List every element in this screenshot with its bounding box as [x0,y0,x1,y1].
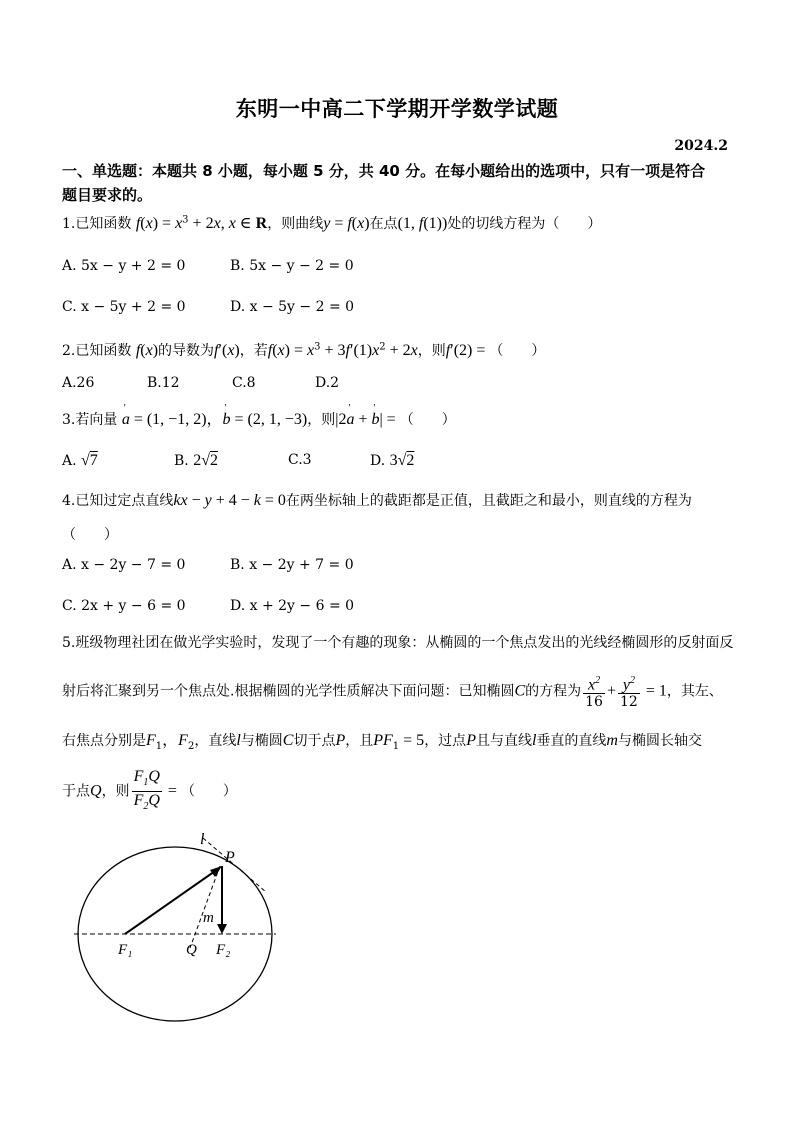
label-f1: F₁ [118,942,133,958]
q3-prefix: 3.若向量 [62,412,118,428]
q2-suffix: （ ） [489,343,546,359]
q3-option-b: B. 2√2 [174,452,218,469]
q4-option-a: A. x − 2y − 7 = 0 [62,557,186,573]
ellipse-figure [70,830,280,1030]
q4-option-d: D. x + 2y − 6 = 0 [230,598,355,614]
q1-mid1: ，则曲线 [267,216,324,232]
q4-suffix: 在两坐标轴上的截距都是正值，且截距之和最小，则直线的方程为 [285,493,692,509]
q2-option-a: A.26 [62,375,95,391]
q1-option-d: D. x − 5y − 2 = 0 [230,299,355,315]
q4-option-c: C. 2x + y − 6 = 0 [62,598,186,614]
label-l: l [200,831,205,848]
exam-date: 2024.2 [674,138,728,154]
q3-suffix: （ ） [399,412,456,428]
q2-option-b: B.12 [147,375,180,391]
question-3: 3.若向量 ' a = (1, −1, 2)，' b = (2, 1, −3)，则|2' a + ' b| = （ ） [62,406,456,429]
q1-option-b: B. 5x − y − 2 = 0 [230,258,354,274]
label-m: m [203,910,214,926]
q2-prefix: 2.已知函数 [62,343,132,359]
q2-option-d: D.2 [315,375,340,391]
q2-mid2: ，若 [239,343,268,359]
label-q: Q [186,942,197,958]
q1-suffix: 处的切线方程为（ ） [447,216,602,232]
section-heading-line2: 题目要求的。 [62,186,153,204]
arrowhead-f2 [217,924,227,934]
q5-line4: 于点Q，则 $\frac{F_1Q}{F_2Q}$ = （ ） [62,768,237,813]
question-2: 2.已知函数 f(x)的导数为f′(x)，若$f(x) = x^3 + 3f'(1)x^2 + 2x$，则f′(2) = （ ） [62,341,546,359]
arrowhead-p [210,866,222,877]
section-heading-line1: 一、单选题：本题共 8 小题，每小题 5 分，共 40 分。在每小题给出的选项中，只有一项是符合 [62,162,706,180]
question-4: 4.已知过定点直线kx − y + 4 − k = 0在两坐标轴上的截距都是正值，且截距之和最小，则直线的方程为 [62,492,692,509]
q3-option-a: A. √7 [62,452,98,469]
q5-line1: 5.班级物理社团在做光学实验时，发现了一个有趣的现象：从椭圆的一个焦点发出的光线经椭圆形的反射面反 [62,635,734,651]
label-p: P [225,849,235,866]
q1-option-a: A. 5x − y + 2 = 0 [62,258,186,274]
q4-prefix: 4.已知过定点直线 [62,493,174,509]
q2-option-c: C.8 [232,375,256,391]
q5-line2: 射后将汇聚到另一个焦点处.根据椭圆的光学性质解决下面问题：已知椭圆C的方程为 $\frac{x^2}{16}$ + $\frac{y^2}{12}$ = 1，其左、 [62,672,723,711]
page-title: 东明一中高二下学期开学数学试题 [235,97,559,121]
q3-mid1: ，则 [307,412,336,428]
q1-mid2: 在点 [369,216,398,232]
q3-option-d: D. 3√2 [370,452,415,469]
question-1: 1.已知函数 $f(x) = x^3 + 2x$, x ∈ R，则曲线y = f(x)在点(1, f(1))处的切线方程为（ ） [62,214,602,232]
q2-mid3: ，则 [417,343,446,359]
q5-line3: 右焦点分别是$F_1$，$F_2$，直线l与椭圆C切于点P，且$PF_1 = 5$，过点P且与直线l垂直的直线m与椭圆长轴交 [62,732,702,752]
q2-mid1: 的导数为 [158,343,215,359]
q1-prefix: 1.已知函数 [62,216,132,232]
q4-option-b: B. x − 2y + 7 = 0 [230,557,354,573]
q4-line2: （ ） [62,527,118,543]
label-f2: F₂ [216,942,231,958]
q3-option-c: C.3 [288,452,312,468]
q1-option-c: C. x − 5y + 2 = 0 [62,299,186,315]
